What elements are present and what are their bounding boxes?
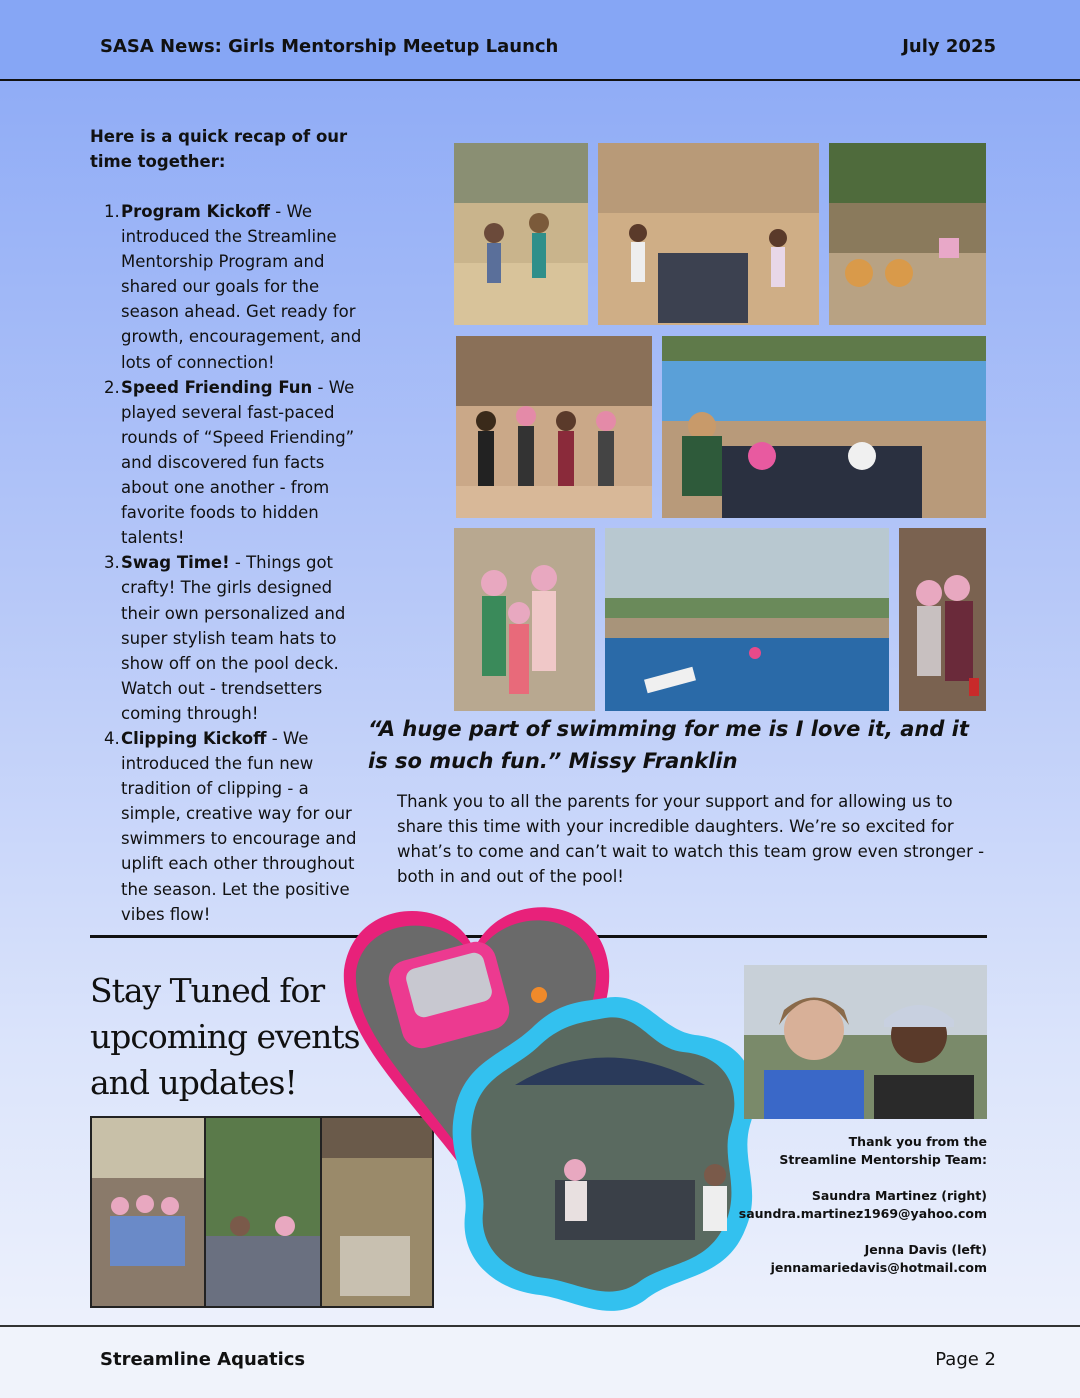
photo-girls-hats xyxy=(454,528,595,711)
email-link[interactable]: jennamariedavis@hotmail.com xyxy=(770,1260,987,1275)
stay-tuned-heading: Stay Tuned for upcoming events and updates! xyxy=(90,971,360,1102)
list-item: 3. Swag Time! - Things got crafty! The girls designed their own personalized and super stylish team hats to show off on the pool deck. Watch out - trendsetters coming through! xyxy=(104,553,346,723)
photo-patio-seating xyxy=(598,143,819,325)
recap-list xyxy=(100,199,370,927)
photo-patio-group xyxy=(454,143,588,325)
photo-poolside-crafts xyxy=(662,336,986,518)
parent-thanks: Thank you to all the parents for your support and for allowing us to share this time with your incredible daughters. We’re so excited for what’s to come and can’t wait to watch this team grow even stronger - both in and out of the pool! xyxy=(397,792,985,887)
person-name: Jenna Davis (left) xyxy=(864,1242,987,1257)
list-item: 1. Program Kickoff - We introduced the Streamline Mentorship Program and shared our goals for the season ahead. Get ready for growth, encouragement, and lots of connection! xyxy=(104,202,362,372)
photo-hug xyxy=(899,528,986,711)
photo-staircase-group xyxy=(456,336,652,518)
list-item: 2. Speed Friending Fun - We played several fast-paced rounds of “Speed Friending” and discovered fun facts about one another - from favorite foods to hidden talents! xyxy=(104,377,355,548)
photo-pool-jump xyxy=(605,528,889,711)
recap-intro: Here is a quick recap of our time together: xyxy=(90,127,348,171)
organization-name: Streamline Aquatics xyxy=(100,1349,306,1370)
photo-team-leaders xyxy=(744,965,987,1119)
newsletter-title: SASA News: Girls Mentorship Meetup Launch xyxy=(100,36,559,57)
page-header xyxy=(0,0,1080,81)
team-credits: Thank you from the Streamline Mentorship Team: Saundra Martinez (right) saundra.martinez1969@yahoo.com Jenna Davis (left) jennamariedavis@hotmail.com xyxy=(727,1133,987,1277)
email-link[interactable]: saundra.martinez1969@yahoo.com xyxy=(738,1206,987,1221)
photo-kitchen-pizza xyxy=(829,143,986,325)
pull-quote: “A huge part of swimming for me is I love it, and it is so much fun.” Missy Franklin xyxy=(368,717,969,773)
person-name: Saundra Martinez (right) xyxy=(811,1188,987,1203)
issue-date: July 2025 xyxy=(902,36,996,57)
list-item: 4. Clipping Kickoff - We introduced the fun new tradition of clipping - a simple, creative way for our swimmers to encourage and uplift each other throughout the season. Let the positive vibes flow! xyxy=(104,728,357,924)
photo-blob-table xyxy=(445,990,765,1320)
page-number: Page 2 xyxy=(935,1349,996,1370)
page-footer xyxy=(0,1325,1080,1398)
